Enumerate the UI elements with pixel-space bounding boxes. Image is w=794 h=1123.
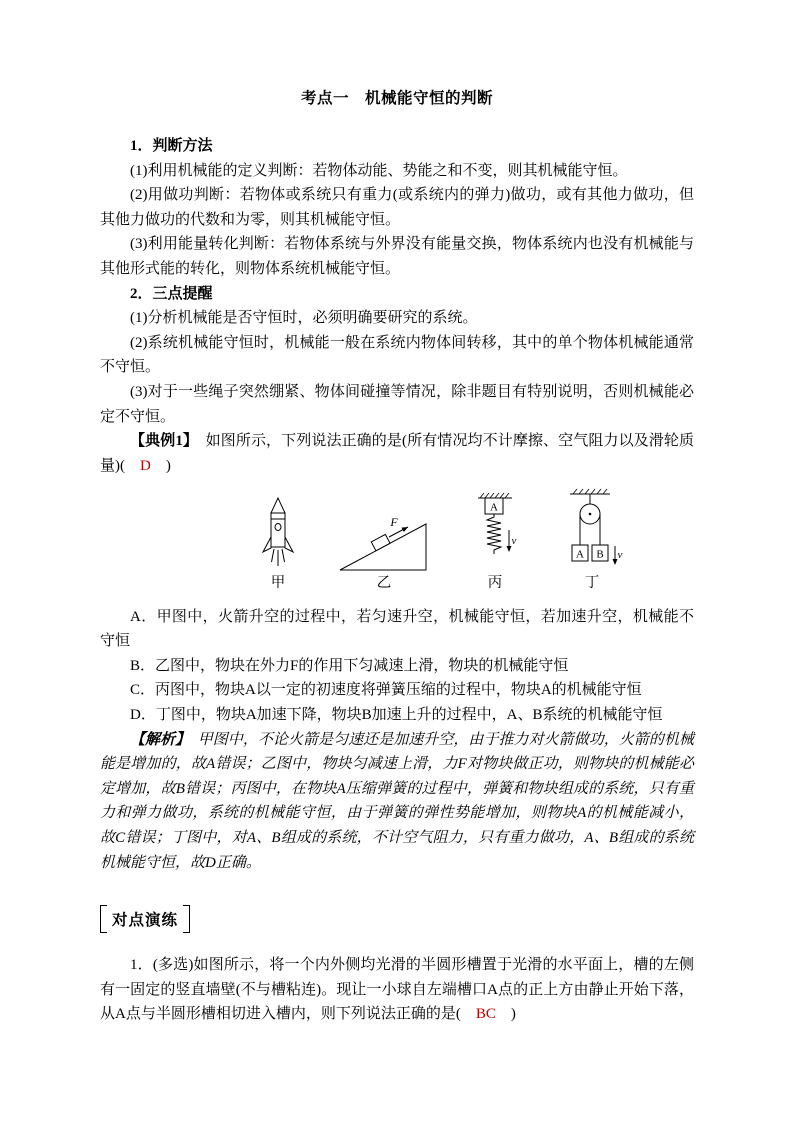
- practice-question-1: [100, 953, 694, 1027]
- reminder-heading: 2．三点提醒: [130, 285, 213, 302]
- example-figures: [100, 488, 694, 592]
- figure-caption-yi: 乙: [376, 575, 392, 592]
- figure-incline: [338, 514, 430, 592]
- example-answer: D: [140, 457, 151, 474]
- rocket-icon: [258, 496, 298, 572]
- figure-caption-bing: 丙: [487, 575, 503, 592]
- method-item-2: (2)用做功判断：若物体或系统只有重力(或系统内的弹力)做功，或有其他力做功，但其他力做功的代数和为零，则其机械能守恒。: [100, 187, 694, 228]
- figure-pulley: [560, 488, 624, 592]
- block-b-label-ding: B: [596, 548, 604, 561]
- velocity-label-ding: v: [617, 549, 623, 562]
- option-d: D．丁图中，物块A加速下降，物块B加速上升的过程中，A、B系统的机械能守恒: [130, 707, 663, 724]
- example-question-close: ): [150, 457, 171, 474]
- figure-caption-ding: 丁: [584, 575, 600, 592]
- practice-q1-answer: BC: [475, 1006, 496, 1023]
- block-a-label-ding: A: [576, 548, 584, 561]
- reminder-item-2: (2)系统机械能守恒时，机械能一般在系统内物体间转移，其中的单个物体机械能通常不守恒。: [100, 334, 694, 376]
- reminder-item-1: (1)分析机械能是否守恒时，必须明确要研究的系统。: [130, 310, 478, 327]
- page-title: 考点一 机械能守恒的判断: [300, 90, 493, 107]
- analysis-label: 【解析】: [130, 731, 183, 748]
- analysis-text: 甲图中，不论火箭是匀速还是加速升空，由于推力对火箭做功，火箭的机械能是增加的，故A错误；乙图中，物块匀减速上滑，力F对物块做正功，则物块的机械能必定增加，故B错误；丙图中，在物块A压缩弹簧的过程中，弹簧和物块组成的系统，只有重力和弹力做功，系统的机械能守恒，由于弹簧的弹性势能增加，则物块A的机械能减小，故C错误；丁图中，对A、B组成的系统，不计空气阻力，只有重力做功，A、B组成的系统机械能守恒，故D正确。: [100, 731, 694, 871]
- figure-rocket: [258, 496, 298, 592]
- figure-spring-block: [470, 492, 520, 592]
- practice-q1-close: ): [495, 1006, 516, 1023]
- figure-caption-jia: 甲: [270, 575, 286, 592]
- force-label: F: [390, 515, 398, 530]
- practice-q1-text: 1．(多选)如图所示，将一个内外侧均光滑的半圆形槽置于光滑的水平面上，槽的左侧有一固定的竖直墙壁(不与槽粘连)。现让一小球自左端槽口A点的正上方由静止开始下落，从A点与半圆形槽相切进入槽内，则下列说法正确的是(: [100, 957, 694, 1023]
- pulley-icon: [560, 488, 624, 572]
- method-heading: 1．判断方法: [130, 138, 213, 154]
- option-a: A．甲图中，火箭升空的过程中，若匀速升空，机械能守恒，若加速升空，机械能不守恒: [100, 608, 694, 650]
- spring-block-icon: [470, 492, 520, 572]
- option-c: C．丙图中，物块A以一定的初速度将弹簧压缩的过程中，物块A的机械能守恒: [130, 682, 642, 699]
- analysis-paragraph: [100, 728, 694, 876]
- example-question: [100, 429, 694, 478]
- incline-icon: [338, 514, 430, 572]
- example-label: 【典例1】: [130, 433, 191, 450]
- reminder-item-3: (3)对于一些绳子突然绷紧、物体间碰撞等情况，除非题目有特别说明，否则机械能必定不守恒。: [100, 383, 694, 425]
- block-a-label: A: [490, 501, 498, 514]
- method-item-1: (1)利用机械能的定义判断：若物体动能、势能之和不变，则其机械能守恒。: [130, 162, 628, 179]
- option-b: B．乙图中，物块在外力F的作用下匀减速上滑，物块的机械能守恒: [130, 657, 569, 674]
- practice-section-header: [100, 905, 694, 933]
- method-item-3: (3)利用能量转化判断：若物体系统与外界没有能量交换，物体系统内也没有机械能与其他形式能的转化，则物体系统机械能守恒。: [100, 236, 694, 277]
- velocity-label-bing: v: [511, 535, 517, 548]
- practice-header-label: 对点演练: [100, 905, 190, 933]
- example-question-text: 如图所示，下列说法正确的是(所有情况均不计摩擦、空气阻力以及滑轮质量)(: [100, 433, 694, 474]
